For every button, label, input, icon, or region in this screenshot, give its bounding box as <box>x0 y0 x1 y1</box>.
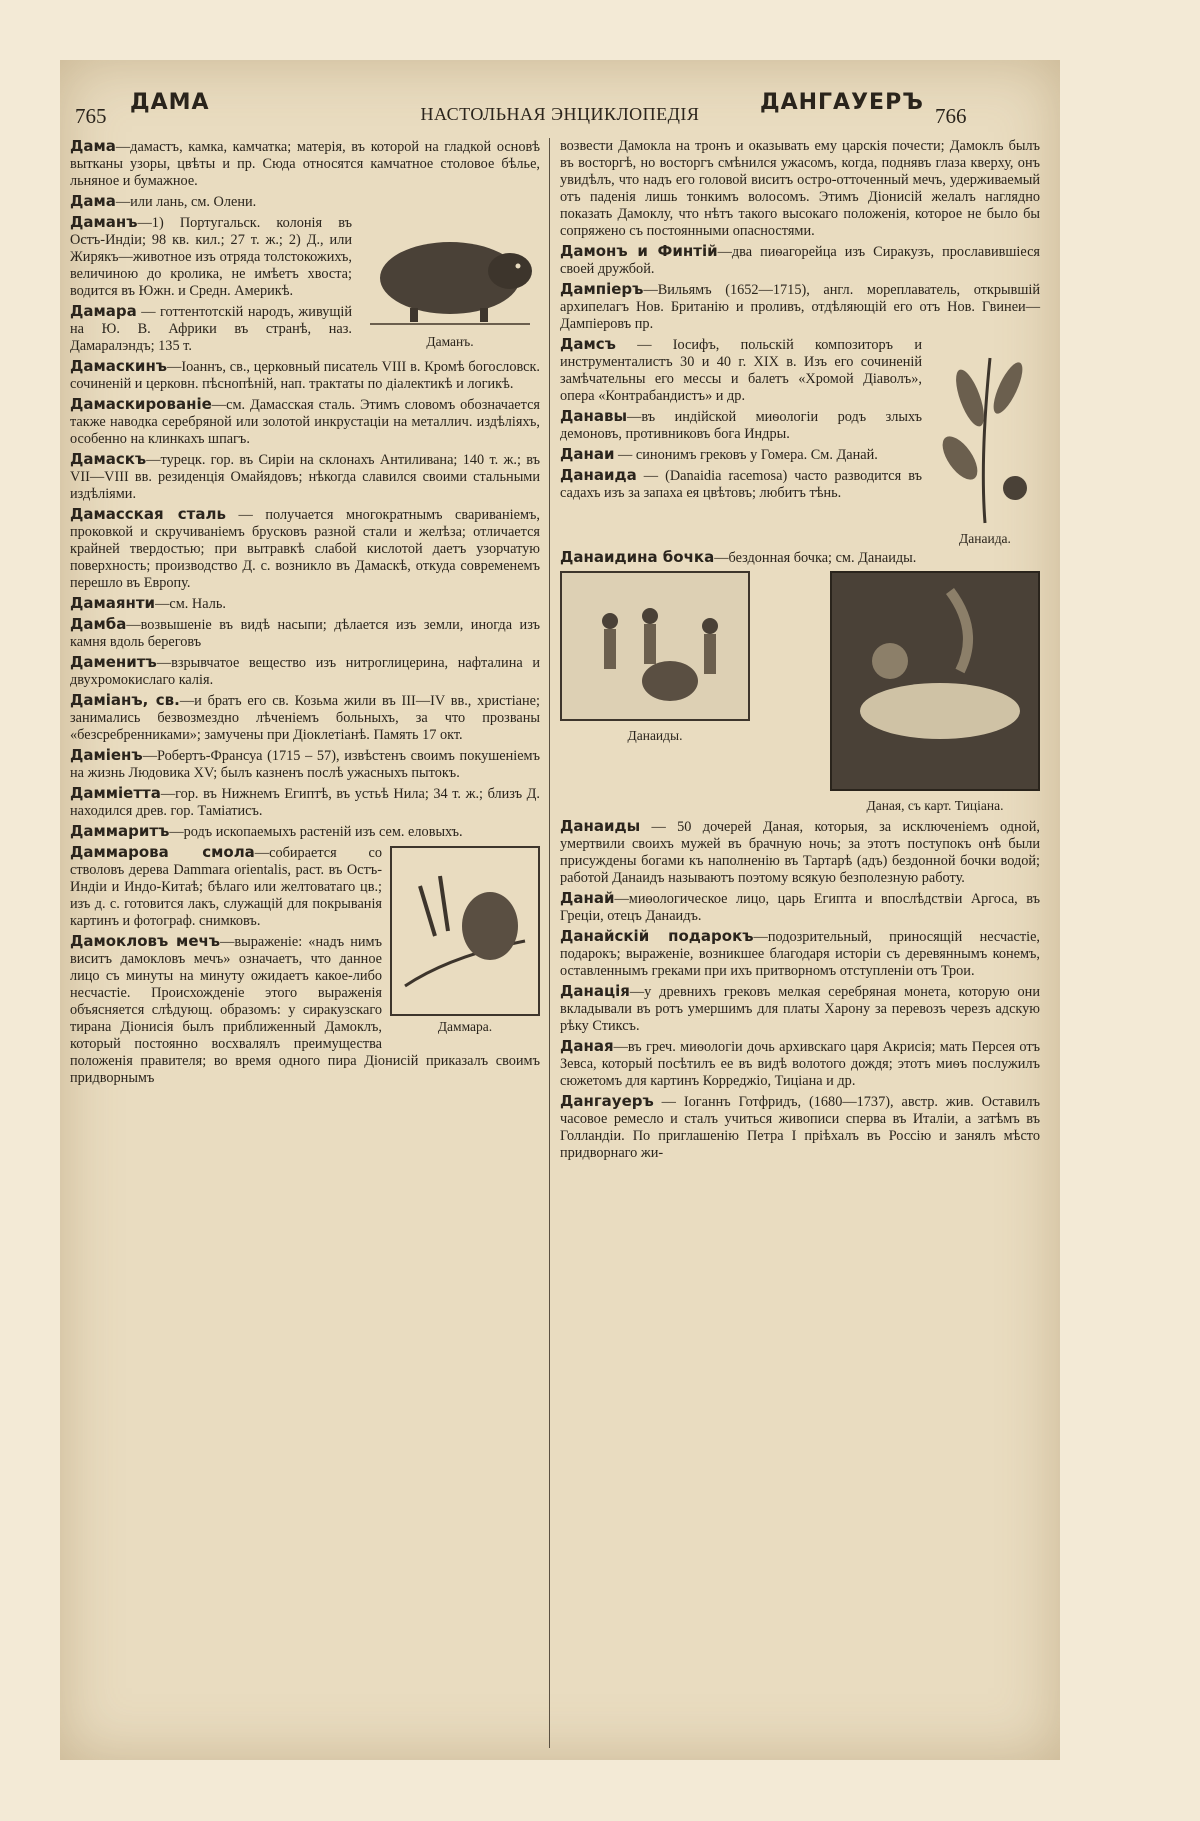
entry: Дамаскъ—турецк. гор. въ Сиріи на склонахъ Антиливана; 140 т. ж.; въ VII—VIII вв. резиденція Омайядовъ; нѣкогда славился своими стальными издѣліями. <box>70 450 540 502</box>
entry: Дама—дамастъ, камка, камчатка; матерія, въ которой на гладкой основѣ вытканы узоры, цвѣты и пр. Сюда относятся камчатное столовое бѣлье, льняное и бумажное. <box>70 137 540 189</box>
entry: Дангауеръ — Іоганнъ Готфридъ, (1680—1737), австр. жив. Оставилъ часовое ремесло и сталъ учиться живописи сперва въ Италіи, а затѣмъ въ Голландіи. По приглашенію Петра I пріѣхалъ въ Россію и занялъ мѣсто придворнаго жи- <box>560 1092 1040 1161</box>
entry: Данавы—въ индійской миѳологіи родъ злыхъ демоновъ, противниковъ бога Индры. <box>560 407 922 442</box>
entry: возвести Дамокла на тронъ и оказывать ему царскія почести; Дамоклъ былъ въ восторгѣ, но восторгъ смѣнился ужасомъ, когда, поднявъ глаза кверху, онъ увидѣлъ, что надъ его головой виситъ остро-отточенный мечъ, удерживаемый отъ паденія лишь тонкимъ волосомъ. Этимъ Діонисій желалъ наглядно показать Дамоклу, что нѣтъ такого высокаго положенія, которое не было бы сопряжено съ постоянными опасностями. <box>560 138 1040 239</box>
figure-daman <box>360 216 540 350</box>
book-title: НАСТОЛЬНАЯ ЭНЦИКЛОПЕДІЯ <box>420 104 700 124</box>
entry: Дамсъ — Іосифъ, польскій композиторъ и инструменталистъ 30 и 40 г. XIX в. Изъ его сочиненій замѣчательны его мессы и балетъ «Хромой Діаволъ», опера «Контрабандистъ» и др. <box>560 335 922 404</box>
entry: Даміанъ, св.—и братъ его св. Козьма жили въ III—IV вв., христіане; занимались безвозмездно лѣченіемъ больныхъ, за что прозваны «безсребренниками»; замучены при Діоклетіанѣ. Память 17 окт. <box>70 691 540 743</box>
caption-danaya: Даная, съ карт. Тиціана. <box>866 798 1004 813</box>
caption-dammara: Даммара. <box>437 1019 493 1034</box>
entry: Даммаритъ—родъ ископаемыхъ растеній изъ сем. еловыхъ. <box>70 822 463 840</box>
entry: Данайскій подарокъ—подозрительный, приносящій несчастіе, подарокъ; выраженіе, возникшее благодаря исторіи съ деревяннымъ конемъ, оставленнымъ греками при ихъ притворномъ отступленіи отъ Трои. <box>560 927 1041 979</box>
figure-danaya <box>830 571 1040 814</box>
entry: Дампіеръ—Вильямъ (1652—1715), англ. мореплаватель, открывшій архипелагъ Нов. Британію и проливъ, отдѣляющій его отъ Нов. Гвинеи—Дампіеровъ пр. <box>560 280 1040 332</box>
entry: Даменитъ—взрывчатое вещество изъ нитроглицерина, нафталина и двухромокислаго калія. <box>70 653 540 688</box>
entry: Данаидина бочка—бездонная бочка; см. Данаиды. <box>560 548 917 566</box>
running-head-right: ДАНГАУЕРЪ <box>760 90 924 115</box>
entry: Данаида — (Danaidia racemosa) часто разводится въ садахъ изъ за запаха ея цвѣтовъ; любитъ тѣнь. <box>560 466 922 501</box>
entry: Дамокловъ мечъ—выраженіе: «надъ нимъ виситъ дамокловъ мечъ» означаетъ, что данное лицо съ минуты на минуту ожидаетъ какое-либо несчастіе. Происхожденіе этого выраженія объясняется слѣдующ. образомъ: у сиракузскаго тирана Діонисія былъ приближенный Дамоклъ, который постоянно восхвалялъ преимущества положенія правителя; во время одного пира Діонисій приказалъ своимъ придворнымъ <box>70 932 540 1086</box>
entry: Даная—въ греч. миѳологіи дочь архивскаго царя Акрисія; мать Персея отъ Зевса, который посѣтилъ ее въ видѣ волотого дождя; этотъ миѳъ послужилъ сюжетомъ для картинъ Корреджіо, Тиціана и др. <box>560 1037 1040 1089</box>
entry: Дамара — готтентотскій народъ, живущій на Ю. В. Африки въ странѣ, наз. Дамаралэндъ; 135 т. <box>70 302 352 354</box>
right-column <box>560 138 1040 1165</box>
danaida-illustration <box>930 338 1040 528</box>
entry: Дамміетта—гор. въ Нижнемъ Египтѣ, въ устьѣ Нила; 34 т. ж.; близъ Д. находился древ. гор. Таміатисъ. <box>70 784 540 819</box>
entry: Дамасская сталь — получается многократнымъ свариваніемъ, проковкой и скручиваніемъ брусковъ разной стали и желѣза; отличается крайней твердостью; при вытравкѣ слабой кислотой даетъ узорчатую поверхность; производство Д. с. возникло въ Дамаскѣ, откуда современемъ перешло въ Европу. <box>70 505 540 591</box>
entry: Дамаскированіе—см. Дамасская сталь. Этимъ словомъ обозначается также наводка серебряной или золотой инкрустаціи на металлич. издѣліяхъ, особенно на клинкахъ шпагъ. <box>70 395 540 447</box>
figure-row <box>560 571 1040 814</box>
figure-dammara <box>390 846 540 1035</box>
entry: Дама—или лань, см. Олени. <box>70 192 257 210</box>
running-head-left: ДАМА <box>130 90 210 115</box>
entry: Данація—у древнихъ грековъ мелкая серебряная монета, которую они вкладывали въ ротъ умершимъ для платы Харону за перевозъ черезъ адскую рѣку Стиксъ. <box>560 982 1040 1034</box>
entry: Данай—миѳологическое лицо, царь Египта и впослѣдствіи Аргоса, въ Греціи, отецъ Данаидъ. <box>560 889 1040 924</box>
entry: Даммарова смола—собирается со стволовъ дерева Dammara orientalis, раст. въ Остъ-Индіи и Индо-Китаѣ; бѣлаго или желтоватаго цв.; изъ д. с. готовится лакъ, служащій для покрыванія картинъ и фотограф. снимковъ. <box>70 843 382 929</box>
dammara-illustration <box>390 846 540 1016</box>
entry: Дамаскинъ—Іоаннъ, св., церковный писатель VIII в. Кромѣ богословск. сочиненій и церковн. пѣснопѣній, нап. трактаты по діалектикѣ и логикѣ. <box>70 357 540 392</box>
daman-illustration <box>360 216 540 331</box>
encyclopedia-page <box>60 60 1060 1760</box>
page-number-right: 766 <box>935 104 967 128</box>
figure-danaidy <box>560 571 750 814</box>
entry: Дамаянти—см. Наль. <box>70 594 226 612</box>
danaya-illustration <box>830 571 1040 791</box>
danaidy-illustration <box>560 571 750 721</box>
entry: Данаиды — 50 дочерей Даная, которыя, за исключеніемъ одной, умертвили своихъ мужей въ брачную ночь; за этотъ поступокъ онѣ были приcуждены богами къ наполненію въ Тартарѣ (адъ) бездонной бочки водой; работой Данаидъ называютъ поэтому всякую безполезную работу. <box>560 817 1040 886</box>
figure-danaida <box>930 338 1040 547</box>
entry: Дамба—возвышеніе въ видѣ насыпи; дѣлается изъ земли, иногда изъ камня вдоль береговъ <box>70 615 540 650</box>
entry: Даманъ—1) Португальск. колонія въ Остъ-Индіи; 98 кв. кил.; 27 т. ж.; 2) Д., или Жирякъ—животное изъ отряда толстокожихъ, величиною до кролика, не имѣетъ хвоста; водится въ Южн. и Средн. Америкѣ. <box>70 213 352 299</box>
caption-danaida: Данаида. <box>959 531 1011 546</box>
left-column <box>70 138 540 1090</box>
entry: Данаи — синонимъ грековъ у Гомера. См. Данай. <box>560 445 878 463</box>
page-number-left: 765 <box>75 104 107 128</box>
entry: Даміенъ—Робертъ-Франсуа (1715 – 57), извѣстенъ своимъ покушеніемъ на жизнь Людовика XV; былъ казненъ послѣ ужасныхъ пытокъ. <box>70 746 540 781</box>
column-divider <box>549 138 550 1748</box>
entry: Дамонъ и Финтій—два пиѳагорейца изъ Сиракузъ, прославившіеся своей дружбой. <box>560 242 1040 277</box>
caption-daman: Даманъ. <box>426 334 474 349</box>
caption-danaidy: Данаиды. <box>627 728 683 743</box>
